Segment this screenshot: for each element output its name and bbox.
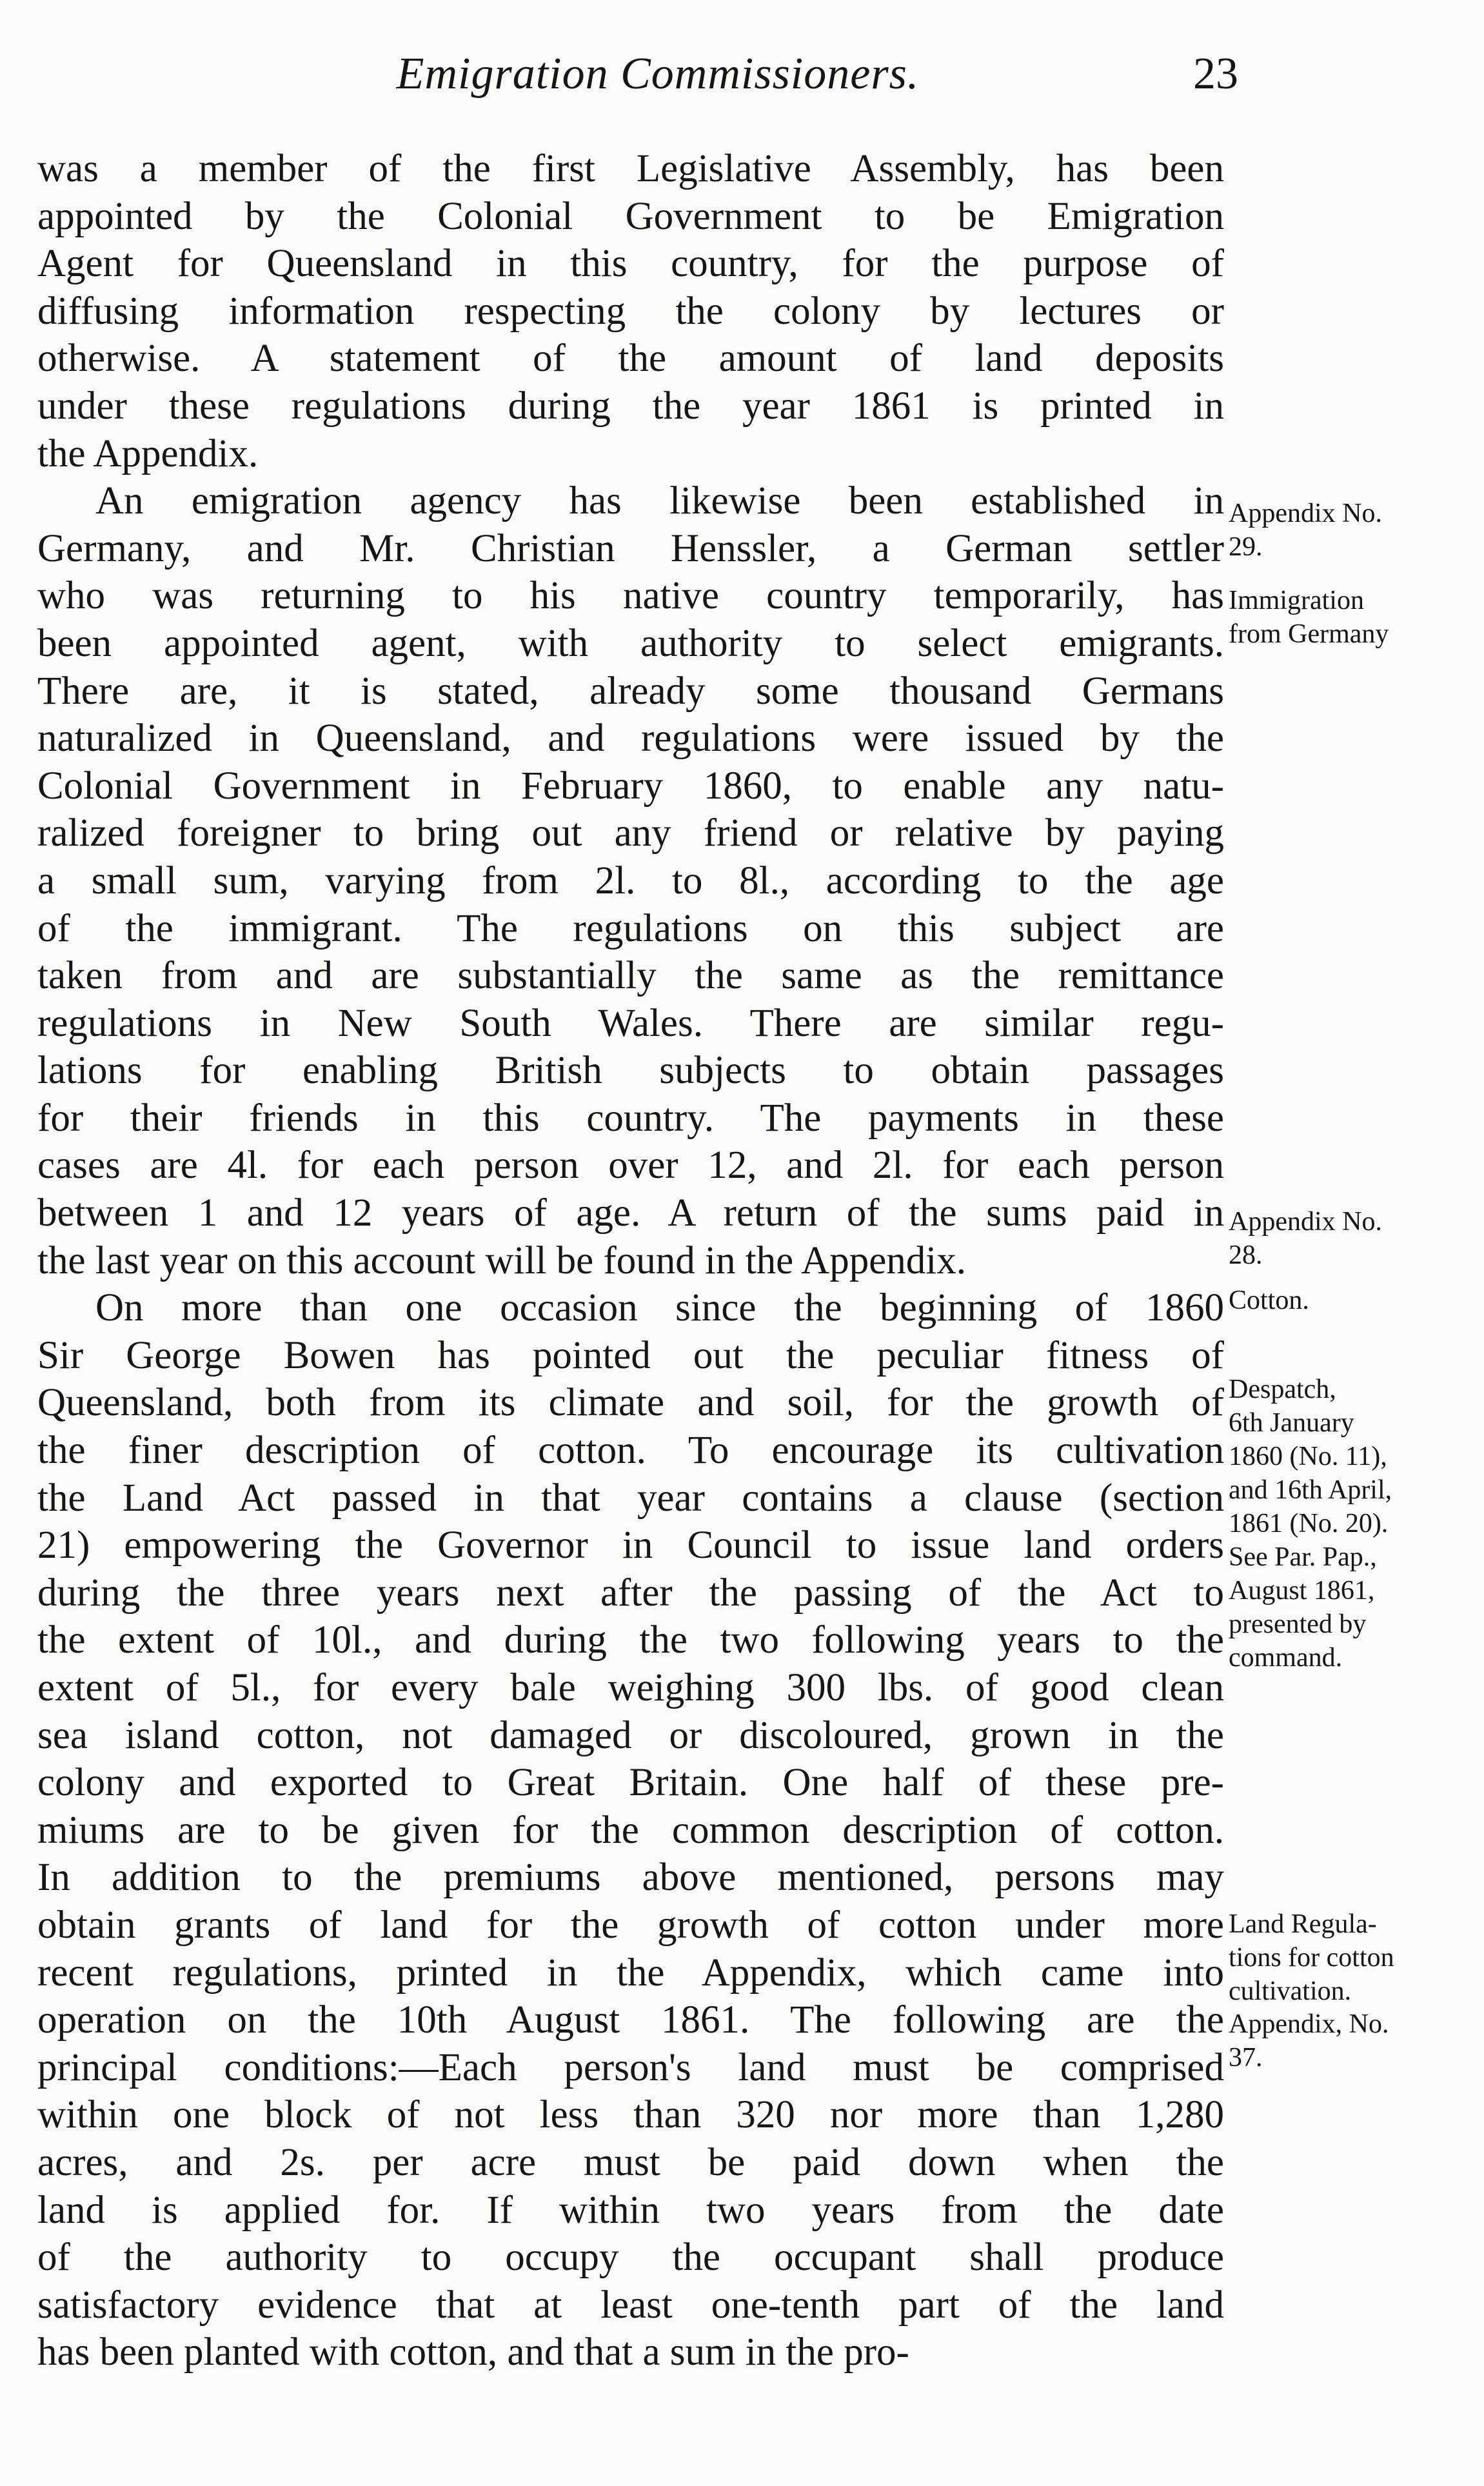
margin-note-line: See Par. Pap., (1229, 1542, 1377, 1572)
text-line: There are, it is stated, already some thousand Germans (37, 669, 1224, 713)
margin-note-line: August 1861, (1229, 1576, 1375, 1606)
margin-note-line: Appendix, No. (1229, 2009, 1389, 2039)
text-line: Agent for Queensland in this country, for the purpose of (37, 242, 1224, 286)
text-line: naturalized in Queensland, and regulations were issued by the (37, 717, 1224, 761)
margin-note-line: from Germany (1229, 619, 1389, 649)
text-line: of the authority to occupy the occupant shall produce (37, 2236, 1224, 2280)
text-line: 21) empowering the Governor in Council to issue land orders (37, 1524, 1224, 1567)
text-line: lations for enabling British subjects to obtain passages (37, 1049, 1224, 1093)
margin-note (1229, 584, 1480, 651)
margin-note-line: 1861 (No. 20). (1229, 1509, 1389, 1538)
margin-note (1229, 1205, 1480, 1272)
text-line: has been planted with cotton, and that a sum in the pro- (37, 2331, 909, 2374)
margin-note-line: and 16th April, (1229, 1475, 1392, 1505)
text-line: been appointed agent, with authority to select emigrants. (37, 621, 1224, 665)
margin-note-line: Land Regula- (1229, 1909, 1377, 1939)
text-line: was a member of the first Legislative Assembly, has been (37, 147, 1224, 190)
margin-notes (1229, 0, 1480, 2486)
text-line: miums are to be given for the common description of cotton. (37, 1808, 1224, 1852)
margin-note-line: 6th January (1229, 1408, 1354, 1438)
margin-note (1229, 1373, 1480, 1675)
text-line: of the immigrant. The regulations on this subject are (37, 906, 1224, 950)
text-line: regulations in New South Wales. There are similar regu- (37, 1001, 1224, 1045)
text-line: the Appendix. (37, 432, 259, 475)
margin-note-line: cultivation. (1229, 1976, 1352, 2006)
text-line: Germany, and Mr. Christian Henssler, a German settler (37, 526, 1224, 570)
margin-note-line: Immigration (1229, 586, 1364, 615)
text-line: within one block of not less than 320 nor more than 1,280 (37, 2093, 1224, 2137)
margin-note (1229, 2007, 1480, 2074)
margin-note-line: 1860 (No. 11), (1229, 1442, 1387, 1471)
text-line: In addition to the premiums above mentioned, persons may (37, 1856, 1224, 1900)
text-line: Queensland, both from its climate and soil, for the growth of (37, 1381, 1224, 1425)
margin-note-line: Appendix No. (1229, 1207, 1382, 1237)
margin-note (1229, 497, 1480, 564)
text-line: On more than one occasion since the beginning of 1860 (95, 1286, 1224, 1330)
text-line: satisfactory evidence that at least one-tenth part of the land (37, 2283, 1224, 2327)
body-text (37, 145, 1224, 2376)
text-line: a small sum, varying from 2l. to 8l., according to the age (37, 859, 1224, 902)
text-line: diffusing information respecting the colony by lectures or (37, 289, 1224, 333)
text-line: taken from and are substantially the same as the remittance (37, 954, 1224, 998)
text-line: under these regulations during the year 1861 is printed in (37, 384, 1224, 428)
margin-note-line: tions for cotton (1229, 1943, 1394, 1973)
text-line: Sir George Bowen has pointed out the peculiar fitness of (37, 1333, 1224, 1377)
margin-note (1229, 1907, 1480, 2008)
running-title: Emigration Commissioners. (396, 49, 920, 99)
margin-note-line: 28. (1229, 1240, 1263, 1270)
margin-note-line: Cotton. (1229, 1286, 1309, 1315)
text-line: extent of 5l., for every bale weighing 300 lbs. of good clean (37, 1666, 1224, 1709)
text-line: for their friends in this country. The payments in these (37, 1096, 1224, 1140)
text-line: land is applied for. If within two years from the date (37, 2188, 1224, 2232)
text-line: operation on the 10th August 1861. The following are the (37, 1998, 1224, 2042)
text-line: recent regulations, printed in the Appendix, which came into (37, 1951, 1224, 1994)
text-line: appointed by the Colonial Government to be Emigration (37, 194, 1224, 238)
margin-note-line: 29. (1229, 532, 1263, 562)
text-line: colony and exported to Great Britain. One half of these pre- (37, 1761, 1224, 1805)
text-line: the finer description of cotton. To encourage its cultivation (37, 1429, 1224, 1473)
margin-note-line: 37. (1229, 2043, 1263, 2073)
text-line: during the three years next after the passing of the Act to (37, 1571, 1224, 1615)
text-line: the extent of 10l., and during the two following years to the (37, 1618, 1224, 1662)
text-line: obtain grants of land for the growth of cotton under more (37, 1903, 1224, 1947)
margin-note-line: command. (1229, 1643, 1343, 1673)
text-line: otherwise. A statement of the amount of land deposits (37, 337, 1224, 381)
text-line: the last year on this account will be found in the Appendix. (37, 1238, 966, 1282)
margin-note-line: presented by (1229, 1609, 1367, 1639)
text-line: the Land Act passed in that year contains a clause (section (37, 1476, 1224, 1520)
text-line: cases are 4l. for each person over 12, and 2l. for each person (37, 1144, 1224, 1188)
margin-note-line: Appendix No. (1229, 499, 1382, 528)
text-line: principal conditions:—Each person's land must be comprised (37, 2045, 1224, 2089)
text-line: acres, and 2s. per acre must be paid down when the (37, 2140, 1224, 2184)
margin-note (1229, 1284, 1480, 1317)
margin-note-line: Despatch, (1229, 1375, 1336, 1404)
text-line: between 1 and 12 years of age. A return of the sums paid in (37, 1191, 1224, 1235)
page-number: 23 (1193, 49, 1238, 99)
text-line: who was returning to his native country temporarily, has (37, 574, 1224, 618)
text-line: ralized foreigner to bring out any friend or relative by paying (37, 811, 1224, 855)
text-line: Colonial Government in February 1860, to enable any natu- (37, 764, 1224, 808)
text-line: sea island cotton, not damaged or discoloured, grown in the (37, 1713, 1224, 1757)
text-line: An emigration agency has likewise been established in (95, 479, 1224, 523)
